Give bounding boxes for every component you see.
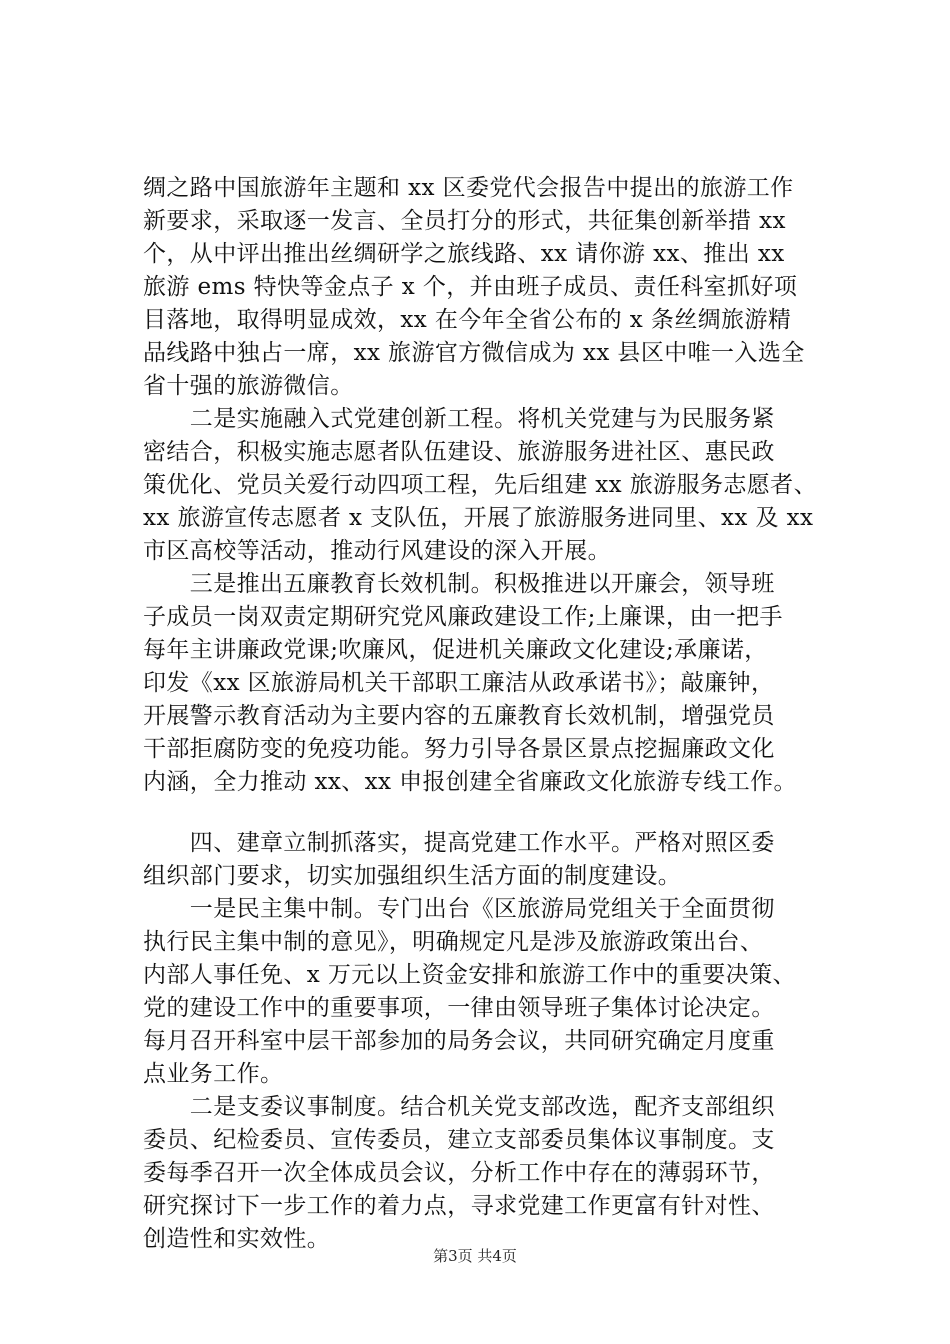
text-line: 创造性和实效性。 [143,1226,331,1252]
text-line: 二是支委议事制度。结合机关党支部改选，配齐支部组织 [143,1094,775,1120]
text-line: 密结合，积极实施志愿者队伍建设、旅游服务进社区、惠民政 [143,439,775,465]
text-line: 个，从中评出推出丝绸研学之旅线路、xx 请你游 xx、推出 xx [143,241,785,267]
text-line: 目落地，取得明显成效，xx 在今年全省公布的 x 条丝绸旅游精 [143,307,792,333]
body-text [143,172,833,1256]
text-line: 二是实施融入式党建创新工程。将机关党建与为民服务紧 [143,406,775,432]
text-line: 内部人事任免、x 万元以上资金安排和旅游工作中的重要决策、 [143,962,796,988]
text-line: 四、建章立制抓落实，提高党建工作水平。严格对照区委 [143,830,775,856]
text-line: 新要求，采取逐一发言、全员打分的形式，共征集创新举措 xx [143,208,786,234]
text-line: 干部拒腐防变的免疫功能。努力引导各景区景点挖掘廉政文化 [143,736,775,762]
page-number-footer: 第3页 共4页 [433,1247,517,1265]
text-line: 绸之路中国旅游年主题和 xx 区委党代会报告中提出的旅游工作 [143,175,794,201]
text-line: 点业务工作。 [143,1061,284,1087]
text-line: 党的建设工作中的重要事项，一律由领导班子集体讨论决定。 [143,995,775,1021]
text-line: 一是民主集中制。专门出台《区旅游局党组关于全面贯彻 [143,896,775,922]
text-line: 执行民主集中制的意见》，明确规定凡是涉及旅游政策出台、 [143,929,764,955]
text-line: 组织部门要求，切实加强组织生活方面的制度建设。 [143,863,682,889]
text-line: 每月召开科室中层干部参加的局务会议，共同研究确定月度重 [143,1028,775,1054]
text-line: 子成员一岗双责定期研究党风廉政建设工作;上廉课，由一把手 [143,604,783,630]
text-line: 开展警示教育活动为主要内容的五廉教育长效机制，增强党员 [143,703,775,729]
text-line: 委员、纪检委员、宣传委员，建立支部委员集体议事制度。支 [143,1127,775,1153]
text-line: 策优化、党员关爱行动四项工程，先后组建 xx 旅游服务志愿者、 [143,472,817,498]
text-line: 每年主讲廉政党课;吹廉风，促进机关廉政文化建设;承廉诺， [143,637,768,663]
text-line: 印发《xx 区旅游局机关干部职工廉洁从政承诺书》；敲廉钟， [143,670,775,696]
paragraph-gap [143,799,833,827]
text-line: 旅游 ems 特快等金点子 x 个，并由班子成员、责任科室抓好项 [143,274,798,300]
text-line: 内涵，全力推动 xx、xx 申报创建全省廉政文化旅游专线工作。 [143,769,797,795]
text-line: 品线路中独占一席，xx 旅游官方微信成为 xx 县区中唯一入选全 [143,340,805,366]
text-line: xx 旅游宣传志愿者 x 支队伍，开展了旅游服务进同里、xx 及 xx [143,505,814,531]
text-line: 研究探讨下一步工作的着力点，寻求党建工作更富有针对性、 [143,1193,775,1219]
text-line: 省十强的旅游微信。 [143,373,354,399]
text-line: 委每季召开一次全体成员会议，分析工作中存在的薄弱环节， [143,1160,775,1186]
text-line: 市区高校等活动，推动行风建设的深入开展。 [143,538,611,564]
text-line: 三是推出五廉教育长效机制。积极推进以开廉会，领导班 [143,571,775,597]
